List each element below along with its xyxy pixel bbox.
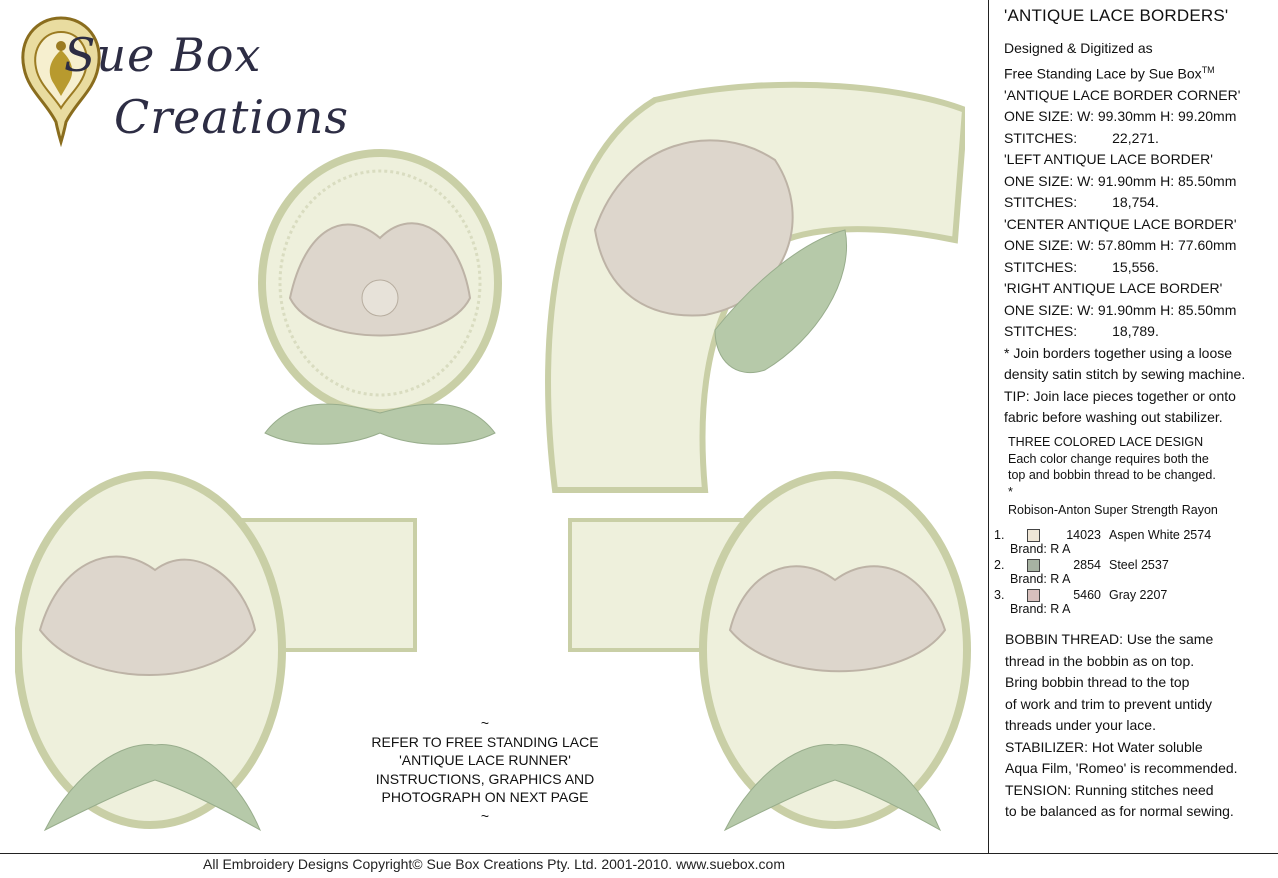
spec-line: * Join borders together using a loose (1004, 344, 1233, 361)
color-info-line: * (1008, 484, 1013, 499)
note-line: REFER TO FREE STANDING LACE (371, 733, 599, 750)
center-lace-border-image (255, 148, 505, 468)
thread-name: Steel 2537 (1109, 558, 1169, 572)
spec-line: STITCHES: 18,789. (1004, 323, 1159, 340)
spec-line-designer (1004, 60, 1276, 85)
spec-line: Designed & Digitized as (1004, 40, 1153, 56)
spec-line: ONE SIZE: W: 99.30mm H: 99.20mm (1004, 108, 1237, 125)
thread-color-swatch (1027, 529, 1040, 542)
designer-text: Free Standing Lace by Sue Box (1004, 65, 1202, 82)
spec-line: ONE SIZE: W: 57.80mm H: 77.60mm (1004, 237, 1237, 254)
spec-line: TIP: Join lace pieces together or onto (1004, 387, 1236, 404)
logo (6, 10, 366, 160)
spec-line: 'CENTER ANTIQUE LACE BORDER' (1004, 215, 1237, 232)
thread-color-swatch (1027, 589, 1040, 602)
note-line: ~ (480, 807, 490, 824)
thread-brand: Brand: R A (1010, 542, 1071, 556)
thread-name: Gray 2207 (1109, 588, 1168, 602)
thread-number: 2. (994, 558, 1005, 572)
spec-line: 'RIGHT ANTIQUE LACE BORDER' (1004, 280, 1223, 297)
thread-item (994, 528, 1274, 558)
sewing-note-line: of work and trim to prevent untidy (1005, 695, 1212, 712)
column-divider (988, 0, 989, 853)
trademark: TM (1201, 64, 1215, 75)
spec-line: 'LEFT ANTIQUE LACE BORDER' (1004, 151, 1213, 168)
sewing-note-line: TENSION: Running stitches need (1005, 781, 1214, 798)
thread-color-swatch (1027, 559, 1040, 572)
note-line: ~ (480, 715, 490, 731)
note-line: 'ANTIQUE LACE RUNNER' (399, 752, 571, 768)
spec-line: STITCHES: 15,556. (1004, 258, 1159, 275)
sewing-note-line: Bring bobbin thread to the top (1005, 674, 1190, 690)
thread-list (994, 528, 1274, 618)
spec-line: STITCHES: 22,271. (1004, 129, 1159, 146)
thread-item (994, 558, 1274, 588)
spec-line: 'ANTIQUE LACE BORDER CORNER' (1004, 86, 1241, 103)
footer-divider (0, 853, 1278, 854)
color-info-line: Each color change requires both the (1008, 451, 1209, 466)
sewing-note-line: STABILIZER: Hot Water soluble (1005, 738, 1203, 755)
thread-number: 3. (994, 588, 1005, 602)
thread-item (994, 588, 1274, 618)
thread-code: 5460 (1073, 588, 1101, 602)
sewing-note-line: to be balanced as for normal sewing. (1005, 803, 1234, 819)
design-title: 'ANTIQUE LACE BORDERS' (1004, 6, 1229, 25)
sewing-note-line: Aqua Film, 'Romeo' is recommended. (1005, 760, 1238, 776)
sewing-note-line: thread in the bobbin as on top. (1005, 652, 1195, 669)
spec-line: ONE SIZE: W: 91.90mm H: 85.50mm (1004, 301, 1237, 318)
corner-lace-border-image (535, 80, 965, 500)
sewing-note-line: BOBBIN THREAD: Use the same (1005, 631, 1214, 647)
spec-line: fabric before washing out stabilizer. (1004, 409, 1223, 426)
thread-brand: Brand: R A (1010, 572, 1071, 586)
color-info-block (1008, 434, 1273, 519)
note-line: INSTRUCTIONS, GRAPHICS AND (375, 770, 595, 787)
color-info-line: Robison-Anton Super Strength Rayon (1008, 503, 1218, 517)
logo-text-line2: Creations (114, 90, 349, 144)
color-info-line: THREE COLORED LACE DESIGN (1008, 435, 1204, 449)
spec-line: density satin stitch by sewing machine. (1004, 366, 1246, 383)
spec-line: STITCHES: 18,754. (1004, 194, 1159, 211)
thread-number: 1. (994, 528, 1005, 542)
sewing-notes (1005, 629, 1277, 823)
logo-text-line1: Sue Box (64, 28, 262, 82)
copyright-footer: All Embroidery Designs Copyright© Sue Box Creations Pty. Ltd. 2001-2010. www.suebox.com (203, 856, 785, 872)
color-info-line: top and bobbin thread to be changed. (1008, 468, 1216, 482)
thread-brand: Brand: R A (1010, 602, 1071, 616)
design-specs-panel (1004, 6, 1276, 429)
note-line: PHOTOGRAPH ON NEXT PAGE (381, 789, 589, 805)
next-page-note (330, 714, 640, 825)
spec-line: ONE SIZE: W: 91.90mm H: 85.50mm (1004, 172, 1237, 189)
sewing-note-line: threads under your lace. (1005, 717, 1156, 733)
thread-code: 14023 (1066, 528, 1101, 542)
thread-code: 2854 (1073, 558, 1101, 572)
thread-name: Aspen White 2574 (1109, 528, 1212, 542)
